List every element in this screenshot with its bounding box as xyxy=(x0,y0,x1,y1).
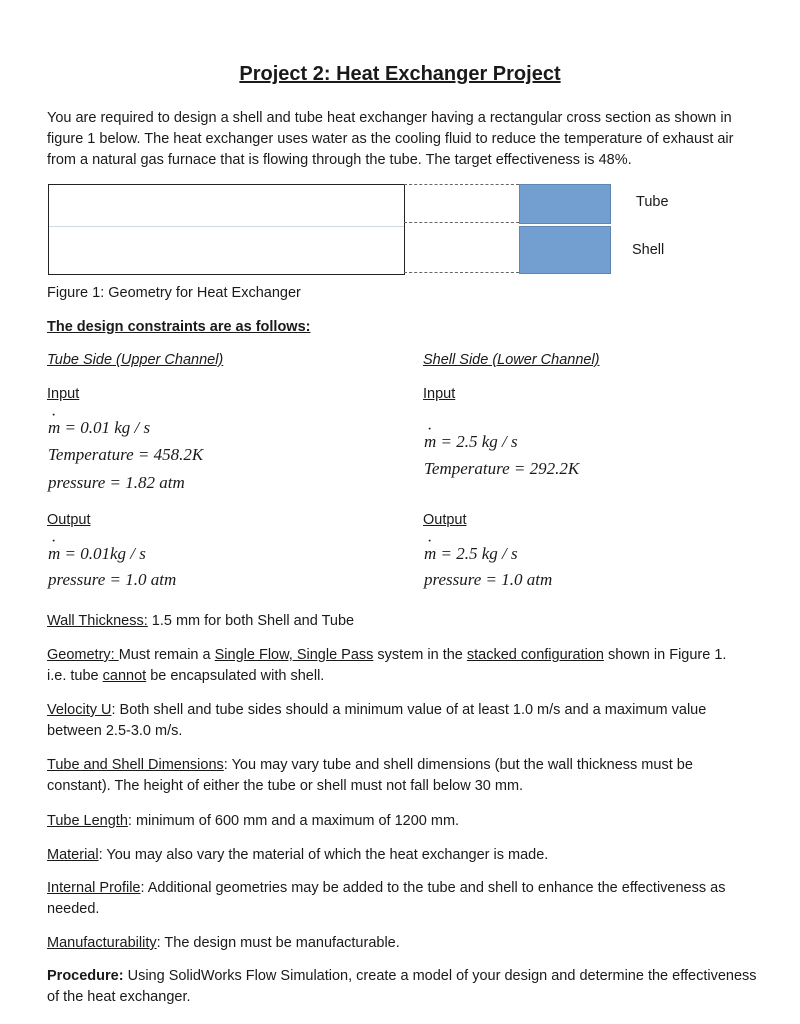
geometry-text-2: system in the xyxy=(373,647,467,663)
shell-output-pressure: pressure = 1.0 atm xyxy=(424,570,553,589)
material-label: Material xyxy=(47,847,99,863)
tube-input-mdot: · m = 0.01 kg / s xyxy=(48,413,150,443)
dash-line-bottom xyxy=(404,272,519,273)
length-text: : minimum of 600 mm and a maximum of 1200 mm. xyxy=(127,813,460,829)
tube-block xyxy=(519,184,611,224)
profile-label: Internal Profile xyxy=(47,880,141,896)
figure-caption: Figure 1: Geometry for Heat Exchanger xyxy=(47,285,301,301)
profile-constraint xyxy=(47,878,757,920)
shell-block xyxy=(519,226,611,274)
shell-output-mdot: · m = 2.5 kg / s xyxy=(424,539,518,569)
constraints-heading: The design constraints are as follows: xyxy=(47,319,311,335)
page-title: Project 2: Heat Exchanger Project xyxy=(239,63,561,85)
geometry-text-3: shown in Figure 1. xyxy=(603,647,727,663)
tube-label: Tube xyxy=(636,194,669,210)
manufacturability-label: Manufacturability xyxy=(47,935,157,951)
material-constraint xyxy=(47,845,757,866)
channel-divider xyxy=(49,226,404,227)
dimensions-label: Tube and Shell Dimensions xyxy=(47,757,224,773)
shell-input-temperature: Temperature = 292.2K xyxy=(424,459,580,478)
tube-input-pressure: pressure = 1.82 atm xyxy=(48,473,185,492)
intro-paragraph: You are required to design a shell and tube heat exchanger having a rectangular cross section as shown in figure 1 below. The heat exchanger uses water as the cooling fluid to reduce the temperature of exhaust air from a natural gas furnace that is flowing through the tube. The target effectiveness is 48%. xyxy=(47,110,734,168)
shell-input-label: Input xyxy=(423,386,456,402)
channel-outline xyxy=(48,184,405,275)
dimensions-text: : You may vary tube and shell dimensions (but the wall thickness must be constant). The height of either the tube or shell must not fall below 30 mm. xyxy=(47,757,693,794)
length-label: Tube Length xyxy=(47,813,128,829)
dash-line-top xyxy=(404,184,519,185)
velocity-constraint xyxy=(47,700,757,742)
geometry-line2-b: be encapsulated with shell. xyxy=(146,668,325,684)
procedure-paragraph xyxy=(47,966,757,1008)
wall-thickness xyxy=(47,611,757,632)
velocity-label: Velocity U xyxy=(47,702,112,718)
shell-label: Shell xyxy=(632,242,665,258)
geometry-label: Geometry: xyxy=(47,647,119,663)
single-flow-text: Single Flow, Single Pass xyxy=(214,647,374,663)
cannot-text: cannot xyxy=(102,668,147,684)
procedure-text: Using SolidWorks Flow Simulation, create a model of your design and determine the effectiveness of the heat exchanger. xyxy=(47,968,757,1005)
stacked-configuration-text: stacked configuration xyxy=(466,647,604,663)
length-constraint xyxy=(47,811,757,832)
profile-text: : Additional geometries may be added to the tube and shell to enhance the effectiveness as needed. xyxy=(47,880,726,917)
dash-line-middle xyxy=(404,222,519,223)
material-text: : You may also vary the material of which the heat exchanger is made. xyxy=(98,847,549,863)
shell-side-heading: Shell Side (Lower Channel) xyxy=(423,352,600,368)
shell-input-mdot: · m = 2.5 kg / s xyxy=(424,427,518,457)
geometry-line2-a: i.e. tube xyxy=(47,668,103,684)
wall-thickness-label: Wall Thickness: xyxy=(47,613,148,629)
manufacturability-text: : The design must be manufacturable. xyxy=(156,935,400,951)
tube-input-temperature: Temperature = 458.2K xyxy=(48,445,204,464)
tube-output-label: Output xyxy=(47,512,91,528)
procedure-label: Procedure: xyxy=(47,968,124,984)
dimensions-constraint xyxy=(47,755,757,797)
velocity-text: : Both shell and tube sides should a minimum value of at least 1.0 m/s and a maximum value between 2.5-3.0 m/s. xyxy=(47,702,707,739)
tube-side-heading: Tube Side (Upper Channel) xyxy=(47,352,224,368)
manufacturability-constraint xyxy=(47,933,757,954)
tube-output-mdot: · m = 0.01kg / s xyxy=(48,539,146,569)
tube-output-pressure: pressure = 1.0 atm xyxy=(48,570,177,589)
shell-output-label: Output xyxy=(423,512,467,528)
geometry-text-1: Must remain a xyxy=(118,647,215,663)
geometry-constraint xyxy=(47,645,757,687)
wall-thickness-text: 1.5 mm for both Shell and Tube xyxy=(147,613,355,629)
tube-input-label: Input xyxy=(47,386,80,402)
